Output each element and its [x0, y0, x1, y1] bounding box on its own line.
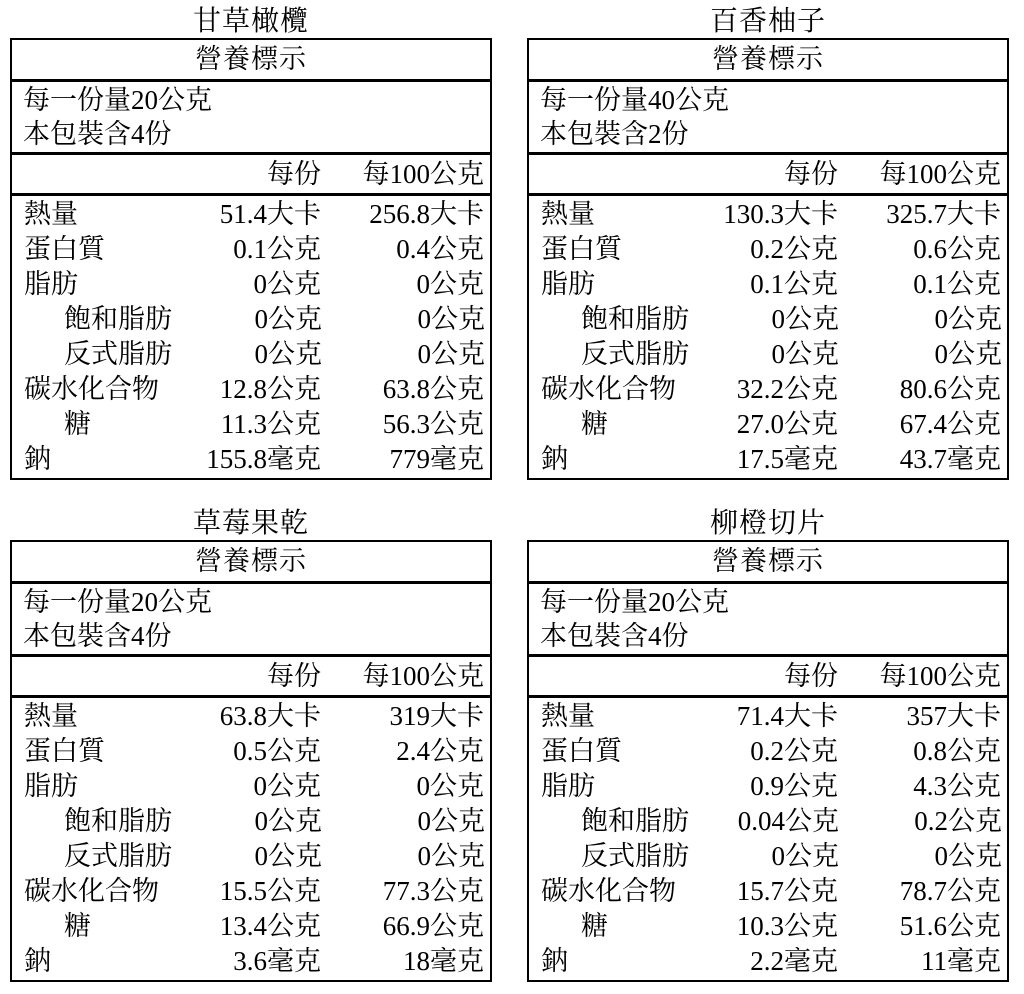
nutrient-rows	[12, 196, 490, 478]
nutrient-row	[12, 699, 490, 734]
per-serving-value: 15.7公克	[736, 876, 838, 906]
serving-info	[529, 584, 1007, 657]
per-serving-value: 15.5公克	[219, 876, 321, 906]
nutrient-row	[12, 267, 490, 302]
nutrient-name: 脂肪	[24, 771, 78, 801]
per-serving-value: 10.3公克	[736, 911, 838, 941]
nutrient-row	[12, 874, 490, 909]
per-100g-value: 0公克	[416, 771, 484, 801]
nutrition-label-header: 營養標示	[12, 542, 490, 584]
nutrient-name: 鈉	[24, 444, 51, 474]
nutrient-name: 熱量	[541, 701, 595, 731]
nutrient-row	[12, 337, 490, 372]
nutrition-label-header: 營養標示	[529, 40, 1007, 82]
nutrient-name: 脂肪	[541, 771, 595, 801]
column-header-per-serving: 每份	[267, 159, 321, 189]
per-100g-value: 325.7大卡	[886, 199, 1001, 229]
nutrient-row	[529, 302, 1007, 337]
per-serving-value: 0公克	[253, 269, 321, 299]
nutrient-row	[529, 232, 1007, 267]
nutrient-name: 飽和脂肪	[581, 304, 689, 334]
nutrition-table	[527, 540, 1009, 982]
column-header-spacer	[529, 155, 688, 193]
per-100g-value: 43.7毫克	[899, 444, 1001, 474]
nutrient-row	[529, 909, 1007, 944]
per-serving-value: 0公克	[771, 841, 839, 871]
per-100g-value: 357大卡	[906, 701, 1001, 731]
nutrient-rows	[12, 698, 490, 980]
per-serving-value: 71.4大卡	[736, 701, 838, 731]
per-100g-value: 63.8公克	[382, 374, 484, 404]
per-serving-value: 0公克	[254, 304, 322, 334]
column-header-row	[529, 155, 1007, 196]
nutrient-name: 糖	[581, 911, 608, 941]
nutrient-name: 熱量	[24, 199, 78, 229]
per-serving-value: 130.3大卡	[723, 199, 838, 229]
nutrient-row	[529, 267, 1007, 302]
per-100g-value: 77.3公克	[382, 876, 484, 906]
servings-per-package: 本包裝含2份	[540, 119, 689, 149]
nutrient-name: 蛋白質	[24, 234, 105, 264]
column-header-per-serving: 每份	[267, 661, 321, 691]
per-serving-value: 17.5毫克	[736, 444, 838, 474]
nutrient-row	[12, 734, 490, 769]
product-title: 甘草橄欖	[192, 6, 309, 37]
per-serving-value: 0.2公克	[750, 234, 838, 264]
nutrient-row	[529, 699, 1007, 734]
per-serving-value: 0.2公克	[750, 736, 838, 766]
nutrient-row	[529, 372, 1007, 407]
per-100g-value: 11毫克	[921, 946, 1001, 976]
serving-info	[529, 82, 1007, 155]
serving-info	[12, 584, 490, 657]
per-serving-value: 51.4大卡	[219, 199, 321, 229]
nutrition-label-header: 營養標示	[12, 40, 490, 82]
per-serving-value: 0公克	[254, 841, 322, 871]
per-100g-value: 0.1公克	[913, 269, 1001, 299]
nutrient-row	[529, 407, 1007, 442]
nutrient-row	[529, 734, 1007, 769]
panel-licorice-olive	[10, 5, 492, 480]
product-title: 草莓果乾	[192, 508, 309, 539]
nutrient-row	[12, 769, 490, 804]
panel-orange-slices	[527, 507, 1009, 982]
per-serving-value: 11.3公克	[220, 409, 321, 439]
per-serving-value: 3.6毫克	[233, 946, 321, 976]
column-header-per-100g: 每100公克	[879, 661, 1001, 691]
column-header-per-100g: 每100公克	[362, 661, 484, 691]
per-100g-value: 0公克	[417, 304, 485, 334]
nutrition-table	[10, 38, 492, 480]
nutrient-row	[12, 909, 490, 944]
nutrient-row	[529, 839, 1007, 874]
per-100g-value: 319大卡	[389, 701, 484, 731]
per-100g-value: 80.6公克	[899, 374, 1001, 404]
per-100g-value: 0.6公克	[913, 234, 1001, 264]
nutrient-row	[12, 232, 490, 267]
per-100g-value: 779毫克	[389, 444, 484, 474]
nutrient-name: 飽和脂肪	[64, 806, 172, 836]
column-header-spacer	[12, 657, 171, 695]
nutrient-name: 鈉	[24, 946, 51, 976]
nutrient-row	[12, 407, 490, 442]
per-100g-value: 51.6公克	[899, 911, 1001, 941]
column-header-row	[12, 657, 490, 698]
per-serving-value: 0.04公克	[737, 806, 839, 836]
nutrient-name: 糖	[581, 409, 608, 439]
per-serving-value: 0公克	[771, 339, 839, 369]
per-serving-value: 32.2公克	[736, 374, 838, 404]
column-header-per-100g: 每100公克	[879, 159, 1001, 189]
panel-dried-strawberry	[10, 507, 492, 982]
per-serving-value: 0.9公克	[750, 771, 838, 801]
per-serving-value: 0公克	[254, 806, 322, 836]
column-header-per-serving: 每份	[784, 661, 838, 691]
nutrient-row	[12, 372, 490, 407]
serving-info	[12, 82, 490, 155]
per-100g-value: 78.7公克	[899, 876, 1001, 906]
nutrient-row	[529, 944, 1007, 979]
nutrition-table	[527, 38, 1009, 480]
per-100g-value: 0公克	[417, 841, 485, 871]
per-serving-value: 13.4公克	[219, 911, 321, 941]
per-serving-value: 0.1公克	[233, 234, 321, 264]
serving-size: 每一份量20公克	[23, 85, 212, 115]
nutrient-row	[529, 804, 1007, 839]
nutrient-name: 碳水化合物	[24, 876, 159, 906]
nutrient-row	[12, 442, 490, 477]
nutrient-rows	[529, 698, 1007, 980]
servings-per-package: 本包裝含4份	[23, 119, 172, 149]
per-serving-value: 0公克	[254, 339, 322, 369]
serving-size: 每一份量40公克	[540, 85, 729, 115]
nutrient-row	[12, 804, 490, 839]
nutrient-name: 碳水化合物	[541, 374, 676, 404]
per-100g-value: 4.3公克	[913, 771, 1001, 801]
per-100g-value: 256.8大卡	[369, 199, 484, 229]
column-header-per-serving: 每份	[784, 159, 838, 189]
per-serving-value: 0公克	[771, 304, 839, 334]
nutrient-row	[12, 839, 490, 874]
per-serving-value: 155.8毫克	[206, 444, 321, 474]
per-serving-value: 63.8大卡	[219, 701, 321, 731]
column-header-spacer	[529, 657, 688, 695]
per-100g-value: 0.4公克	[396, 234, 484, 264]
per-100g-value: 2.4公克	[396, 736, 484, 766]
per-100g-value: 0公克	[416, 269, 484, 299]
per-100g-value: 0公克	[934, 304, 1002, 334]
nutrient-name: 飽和脂肪	[581, 806, 689, 836]
per-serving-value: 27.0公克	[736, 409, 838, 439]
nutrient-name: 蛋白質	[24, 736, 105, 766]
nutrient-name: 脂肪	[541, 269, 595, 299]
per-100g-value: 0公克	[934, 841, 1002, 871]
nutrient-name: 碳水化合物	[541, 876, 676, 906]
nutrient-row	[12, 944, 490, 979]
per-100g-value: 0.2公克	[914, 806, 1002, 836]
product-title: 百香柚子	[709, 6, 826, 37]
column-header-row	[12, 155, 490, 196]
per-100g-value: 0公克	[417, 339, 485, 369]
nutrient-row	[529, 874, 1007, 909]
nutrient-name: 反式脂肪	[64, 841, 172, 871]
nutrient-row	[12, 302, 490, 337]
nutrient-row	[529, 442, 1007, 477]
nutrient-row	[529, 197, 1007, 232]
nutrient-row	[12, 197, 490, 232]
nutrient-name: 熱量	[24, 701, 78, 731]
per-serving-value: 12.8公克	[219, 374, 321, 404]
nutrient-name: 脂肪	[24, 269, 78, 299]
nutrient-rows	[529, 196, 1007, 478]
nutrition-table	[10, 540, 492, 982]
nutrient-name: 鈉	[541, 946, 568, 976]
product-title: 柳橙切片	[709, 508, 826, 539]
nutrient-row	[529, 769, 1007, 804]
column-header-per-100g: 每100公克	[362, 159, 484, 189]
per-serving-value: 0公克	[253, 771, 321, 801]
per-serving-value: 0.1公克	[750, 269, 838, 299]
column-header-row	[529, 657, 1007, 698]
nutrient-name: 碳水化合物	[24, 374, 159, 404]
nutrient-name: 糖	[64, 409, 91, 439]
nutrient-name: 反式脂肪	[581, 339, 689, 369]
per-100g-value: 67.4公克	[899, 409, 1001, 439]
nutrient-name: 糖	[64, 911, 91, 941]
nutrition-label-header: 營養標示	[529, 542, 1007, 584]
column-header-spacer	[12, 155, 171, 193]
serving-size: 每一份量20公克	[540, 587, 729, 617]
per-100g-value: 66.9公克	[382, 911, 484, 941]
servings-per-package: 本包裝含4份	[540, 621, 689, 651]
nutrient-name: 鈉	[541, 444, 568, 474]
per-100g-value: 0.8公克	[913, 736, 1001, 766]
per-100g-value: 0公克	[417, 806, 485, 836]
per-100g-value: 0公克	[934, 339, 1002, 369]
per-serving-value: 2.2毫克	[750, 946, 838, 976]
serving-size: 每一份量20公克	[23, 587, 212, 617]
nutrient-row	[529, 337, 1007, 372]
nutrient-name: 飽和脂肪	[64, 304, 172, 334]
nutrient-name: 反式脂肪	[64, 339, 172, 369]
servings-per-package: 本包裝含4份	[23, 621, 172, 651]
per-serving-value: 0.5公克	[233, 736, 321, 766]
panel-passionfruit-pomelo	[527, 5, 1009, 480]
nutrient-name: 熱量	[541, 199, 595, 229]
nutrient-name: 蛋白質	[541, 736, 622, 766]
nutrient-name: 蛋白質	[541, 234, 622, 264]
per-100g-value: 18毫克	[403, 946, 484, 976]
per-100g-value: 56.3公克	[382, 409, 484, 439]
nutrient-name: 反式脂肪	[581, 841, 689, 871]
